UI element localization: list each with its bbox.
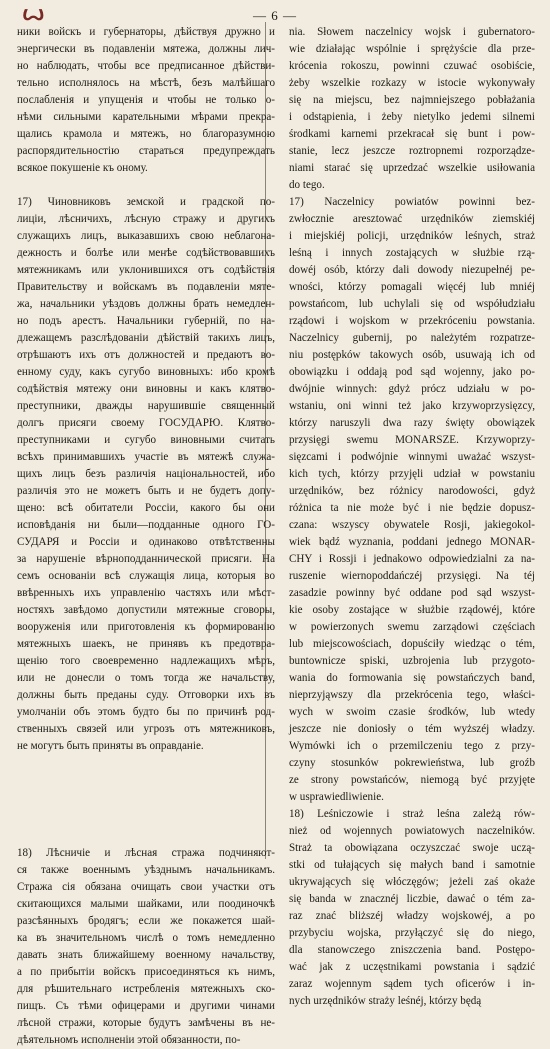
text-line: умолчаніи объ этомъ будто бы по причинѣ род- — [17, 706, 275, 718]
text-line: nych urzędników straży leśnéj, którzy będą — [289, 995, 482, 1007]
text-line: i odstąpienia, i żeby nietylko jedemi silnemi — [289, 111, 535, 123]
text-line: семъ основаніи всѣ служащія лица, которыя во — [17, 570, 275, 582]
text-line: дѣятельномъ исполненіи этой обязанности, по- — [17, 1034, 241, 1046]
text-line: ввѣренныхъ ихъ управленію частяхъ или мѣст- — [17, 587, 275, 599]
text-line: wie działając wspólnie i sprężyście dla prze- — [289, 43, 535, 55]
text-line: kich tych, którzy przyjęli udział w powstaniu — [289, 468, 535, 480]
polish-paragraph-17 — [289, 194, 535, 806]
text-line: niu postępków takowych osób, usuwają ich od — [289, 349, 535, 361]
text-line: środkami karnemi przekracał się bunt i pow- — [289, 128, 535, 140]
text-line: мятежныхъ шаекъ, не принявъ къ предотвра- — [17, 638, 275, 650]
text-line: Wymówki ich o przemilczeniu tego z przy- — [289, 740, 535, 752]
text-line: лиціи, лѣсничихъ, лѣсную стражу и другихъ — [17, 213, 275, 225]
text-line: 17) Чиновниковъ земской и градской по- — [17, 196, 275, 208]
text-line: не могутъ быть приняты въ оправданіе. — [17, 740, 204, 752]
text-line: 18) Leśniczowie i straż leśna zależą rów- — [289, 808, 535, 820]
text-line: zaraz wojennym sądem tych oficerów i in- — [289, 978, 535, 990]
text-line: kie osoby zostające w służbie rządowéj, które — [289, 604, 535, 616]
text-line: wych w swoim czasie środków, lub wtedy — [289, 706, 535, 718]
text-line: buntownicze spiski, uzbrojenia lub przygoto- — [289, 655, 535, 667]
text-line: преступниками и сугубо виновными считать — [17, 434, 275, 446]
text-line: или не донесли о томъ тогда же начальству, — [17, 672, 275, 684]
text-line: Стража сія обязана очищать свои участки отъ — [17, 881, 275, 893]
text-line: nież od wojennych powiatowych naczelników. — [289, 825, 535, 837]
text-line: lub miejscowościach, dopuściły wiedząc o tém, — [289, 638, 535, 650]
text-line: СУДАРЯ и Россіи и одинаково отвѣтственны — [17, 536, 275, 548]
text-line: служащихъ лицъ, выказавшихъ свою неблагона- — [17, 230, 275, 242]
text-line: nieprzyjąwszy dla przekrócenia tego, właści- — [289, 689, 535, 701]
text-line: лѣсной стражи, которые будутъ замѣчены въ не- — [17, 1017, 275, 1029]
text-line: различія это не можетъ быть и не будетъ допу- — [17, 485, 275, 497]
text-line: энергически въ подавленіи мятежа, должны лич- — [17, 43, 275, 55]
text-line: urzędników, bez różnicy narodowości, gdyż — [289, 485, 535, 497]
text-line: sięzcami i podwójnie winnymi uważać wszyst- — [289, 451, 535, 463]
text-line: ukrywających się włóczęgów; jeżeli zaś okaże — [289, 876, 535, 888]
text-line: Правительству и войскамъ въ подавленіи мяте- — [17, 281, 275, 293]
text-line: stanie, lecz jeszcze roztropnemi rozporządze- — [289, 145, 535, 157]
text-line: wiek bądź wyznania, poddani jednego MONAR- — [289, 536, 535, 548]
text-line: долгъ присяги своему ГОСУДАРЮ. Клятво- — [17, 417, 275, 429]
text-line: давать знать ближайшему военному начальству, — [17, 949, 275, 961]
text-line: dla stanowczego zniszczenia band. Postępo- — [289, 944, 535, 956]
text-line: ка въ значительномъ числѣ о томъ немедленно — [17, 932, 275, 944]
text-line: różnica ta nie może być i nie będzie dopusz- — [289, 502, 535, 514]
text-line: пищъ. Съ тѣми офицерами и другими чинами — [17, 1000, 275, 1012]
text-line: dowéj osób, którzy dali dowody niezupełnéj pe- — [289, 264, 535, 276]
text-line: длежащемъ разслѣдованіи дѣйствій такихъ лицъ, — [17, 332, 275, 344]
text-line: всякое покушеніе къ оному. — [17, 162, 148, 174]
text-line: CHY i Rossji i jednakowo odpowiedzialni za na- — [289, 553, 535, 565]
text-line: jeszcze nie doniosły o tém wyższéj władzy. — [289, 723, 535, 735]
text-line: вооруженія или приготовленія къ формированію — [17, 621, 275, 633]
text-line: ственныхъ связей или угрозъ отъ мятежниковъ, — [17, 723, 275, 735]
text-line: 18) Лѣсничіе и лѣсная стража подчиняют- — [17, 847, 275, 859]
russian-paragraph-18 — [17, 845, 275, 1049]
text-line: но подъ арестъ. Начальники губерній, по на- — [17, 315, 275, 327]
header-ornament: ꙍ — [22, 0, 45, 25]
text-line: i miejskiéj policji, urzędników leśnych, straż — [289, 230, 535, 242]
text-line: щенію того своевременно надлежащихъ мѣръ, — [17, 655, 275, 667]
text-line: ностяхъ завѣдомо допустили мятежные сговоры, — [17, 604, 275, 616]
text-line: do tego. — [289, 179, 325, 191]
text-line: stki od tułających się małych band i samotnie — [289, 859, 535, 871]
text-line: leśną i innych zostających w służbie rzą- — [289, 247, 535, 259]
text-line: przysięgi swemu MONARSZE. Krzywoprzy- — [289, 434, 535, 446]
text-line: się na miejscu, bez najmniejszego pobłażania — [289, 94, 535, 106]
text-line: krócenia rokoszu, powinni czuwać osobiście, — [289, 60, 535, 72]
text-line: obowiązku i oddają pod sąd wojenny, jako po- — [289, 366, 535, 378]
page-number: — 6 — — [253, 8, 297, 23]
text-line: щались крамола и мятежъ, но благоразумною — [17, 128, 275, 140]
polish-paragraph-16 — [289, 24, 535, 194]
russian-paragraph-16 — [17, 24, 275, 177]
text-line: dwójnie winnych: gdyż prócz udziału w po- — [289, 383, 535, 395]
text-line: czana: wszyscy obywatele Rosji, jakiegokol- — [289, 519, 535, 531]
text-line: но наблюдать, чтобы все предписанное дѣйстви- — [17, 60, 275, 72]
text-line: rządowi i wojskom w przekróceniu powstania. — [289, 315, 535, 327]
text-line: wania do formowania się powstańczych band, — [289, 672, 535, 684]
text-line: разсѣянныхъ бродягъ; если же покажется шай- — [17, 915, 275, 927]
text-line: którzy naruszyli dwa razy święty obowiązek — [289, 417, 535, 429]
text-line: послабленія и упущенія и чтобы не только о- — [17, 94, 275, 106]
text-line: czyny stosunków pokrewieństwa, lub groźb — [289, 757, 535, 769]
text-line: się banda w znacznéj liczbie, dawać o tém za- — [289, 893, 535, 905]
text-line: исповѣданія ни были—подданные одного ГО- — [17, 519, 275, 531]
text-line: дежность и болѣе или менѣе содѣйствовавшихъ — [17, 247, 275, 259]
text-line: а по прибытіи войскъ присоединяться къ нимъ, — [17, 966, 275, 978]
text-line: ze strony powstańców, niemogą być przyjęte — [289, 774, 535, 786]
polish-paragraph-18 — [289, 806, 535, 1010]
text-line: мятежникамъ или уклонившихся отъ содѣйствія — [17, 264, 275, 276]
text-line: щено: всѣ обитатели Россіи, какого бы они — [17, 502, 275, 514]
text-line: zasadzie powinny być oddane pod sąd wszyst- — [289, 587, 535, 599]
text-line: тельно исполнялось на мѣстѣ, безъ малѣйшаго — [17, 77, 275, 89]
text-line: w powierzonych swemu zarządowi częściach — [289, 621, 535, 633]
text-line: отрѣшаютъ ихъ отъ должностей и предаютъ во- — [17, 349, 275, 361]
text-line: wności, którzy pomagali więcéj lub mniéj — [289, 281, 535, 293]
text-line: przybyciu wojska, przyłączyć się do niego, — [289, 927, 535, 939]
russian-column — [17, 24, 275, 1046]
text-line: 17) Naczelnicy powiatów powinni bez- — [289, 196, 535, 208]
text-line: преступники, дважды нарушившіе священный — [17, 400, 275, 412]
text-line: за нарушеніе вѣрноподданнической присяги. На — [17, 553, 275, 565]
text-line: Naczelnicy gubernij, po należytém rozpatrze- — [289, 332, 535, 344]
text-line: содѣйствія мятежу они виновны и какъ клятво- — [17, 383, 275, 395]
text-line: wać jak z uczęstnikami powstania i sądzić — [289, 961, 535, 973]
text-line: ся также военнымъ уѣзднымъ начальникамъ. — [17, 864, 275, 876]
text-line: zwłocznie aresztować urzędników ziemskiéj — [289, 213, 535, 225]
text-line: raz znać bliższéj władzy wojskowéj, a po — [289, 910, 535, 922]
text-line: всѣхъ принимавшихъ участіе въ мятежѣ служа- — [17, 451, 275, 463]
text-line: żeby wszelkie rozkazy w istocie wykonywały — [289, 77, 535, 89]
text-line: для рѣшительнаго истребленія мятежныхъ ско- — [17, 983, 275, 995]
text-line: ники войскъ и губернаторы, дѣйствуя дружно и — [17, 26, 275, 38]
text-line: powstańcom, lub uchylali się od współudziału — [289, 298, 535, 310]
text-line: wstaniu, oni winni też jako krzywoprzysięzcy, — [289, 400, 535, 412]
text-line: нѣми сильными карательными мѣрами прекра- — [17, 111, 275, 123]
text-line: nia. Słowem naczelnicy wojsk i gubernatoro- — [289, 26, 535, 38]
text-line: енному суду, какъ сугубо виновныхъ: ибо кромѣ — [17, 366, 275, 378]
text-line: скитающихся малыми шайками, или поодиночкѣ — [17, 898, 275, 910]
text-line: жа, начальники уѣздовъ должны брать немедлен- — [17, 298, 275, 310]
text-line: ruszenie wiernopoddańczéj przysięgi. Na téj — [289, 570, 535, 582]
text-line: w usprawiedliwienie. — [289, 791, 384, 803]
text-line: щихъ лицъ безъ различія національностей, ибо — [17, 468, 275, 480]
polish-column — [289, 24, 535, 1007]
text-line: распорядительностію стараться предупреждать — [17, 145, 275, 157]
russian-paragraph-17 — [17, 194, 275, 755]
text-line: должны быть преданы суду. Отговорки ихъ въ — [17, 689, 275, 701]
text-line: niami starać się uprzedzać wszelkie usiłowania — [289, 162, 535, 174]
text-line: Straż ta obowiązana oczyszczać swoje uczą- — [289, 842, 535, 854]
